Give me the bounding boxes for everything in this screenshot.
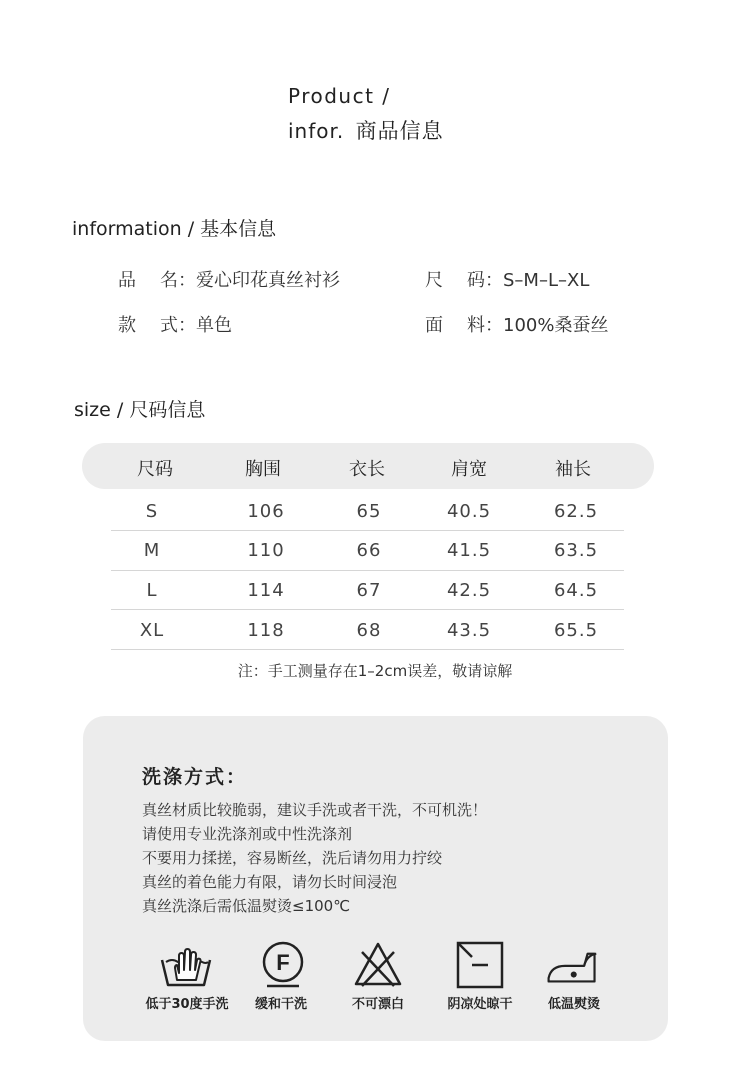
- column-header: 袖长: [555, 459, 591, 480]
- measurement-cell: 66: [356, 540, 382, 561]
- info-value: S–M–L–XL: [503, 270, 590, 291]
- page-title: 商品信息: [355, 119, 444, 143]
- care-label: 低于30度手洗: [145, 997, 229, 1012]
- info-item-fabric: [425, 311, 608, 337]
- washing-instruction: 真丝的着色能力有限，请勿长时间浸泡: [142, 873, 398, 891]
- measurement-cell: 114: [247, 580, 285, 601]
- column-header: 肩宽: [451, 459, 487, 480]
- care-label: 缓和干洗: [254, 997, 308, 1012]
- size-cell: S: [145, 501, 159, 522]
- information-heading: information / 基本信息: [72, 218, 277, 240]
- table-row-divider: [111, 570, 624, 571]
- measurement-cell: 43.5: [446, 620, 492, 641]
- info-label: 品 名：: [118, 270, 196, 291]
- column-header: 衣长: [349, 459, 385, 480]
- info-label: 尺 码：: [425, 270, 503, 291]
- measurement-cell: 41.5: [446, 540, 492, 561]
- size-heading: size / 尺码信息: [74, 399, 206, 421]
- measurement-cell: 65: [356, 501, 382, 522]
- info-item-name: [118, 266, 340, 292]
- column-header: 尺码: [137, 459, 173, 480]
- size-cell: L: [146, 580, 158, 601]
- measurement-cell: 68: [356, 620, 382, 641]
- dry-clean-letter: F: [276, 950, 290, 975]
- measurement-cell: 63.5: [553, 540, 599, 561]
- washing-instruction: 不要用力揉搓，容易断丝，洗后请勿用力拧绞: [142, 849, 443, 867]
- size-cell: XL: [139, 620, 165, 641]
- washing-instruction: 请使用专业洗涤剂或中性洗涤剂: [142, 825, 353, 843]
- low-iron-icon: [546, 940, 598, 990]
- info-label: 面 料：: [425, 315, 503, 336]
- info-value: 爱心印花真丝衬衫: [196, 270, 340, 291]
- table-row-divider: [111, 530, 624, 531]
- size-cell: M: [143, 540, 161, 561]
- shade-dry-icon: [454, 940, 506, 990]
- care-label: 低温熨烫: [547, 997, 601, 1012]
- info-label: 款 式：: [118, 315, 196, 336]
- no-bleach-icon: [352, 940, 404, 990]
- title-english-suffix: infor.: [288, 119, 345, 143]
- care-label: 不可漂白: [351, 997, 405, 1012]
- info-item-style: [118, 311, 232, 337]
- measurement-cell: 110: [247, 540, 285, 561]
- measurement-cell: 42.5: [446, 580, 492, 601]
- hand-wash-30-icon: [160, 940, 212, 990]
- measurement-note: 注：手工测量存在1–2cm误差，敬请谅解: [237, 662, 513, 680]
- measurement-cell: 62.5: [553, 501, 599, 522]
- table-row-divider: [111, 649, 624, 650]
- table-row-divider: [111, 609, 624, 610]
- dry-clean-f-icon: [257, 940, 309, 990]
- info-value: 单色: [196, 315, 232, 336]
- measurement-cell: 67: [356, 580, 382, 601]
- washing-instruction: 真丝洗涤后需低温熨烫≤100℃: [142, 897, 351, 915]
- title-line-2: [288, 115, 444, 145]
- washing-instruction: 真丝材质比较脆弱，建议手洗或者干洗，不可机洗！: [142, 801, 488, 819]
- title-english-line: Product /: [288, 84, 391, 108]
- measurement-cell: 106: [247, 501, 285, 522]
- measurement-cell: 118: [247, 620, 285, 641]
- measurement-cell: 40.5: [446, 501, 492, 522]
- info-item-size: [425, 266, 589, 292]
- measurement-cell: 65.5: [553, 620, 599, 641]
- measurement-cell: 64.5: [553, 580, 599, 601]
- washing-title: 洗涤方式：: [142, 766, 248, 788]
- info-value: 100%桑蚕丝: [503, 315, 609, 336]
- column-header: 胸围: [245, 459, 281, 480]
- care-label: 阴凉处晾干: [447, 997, 513, 1012]
